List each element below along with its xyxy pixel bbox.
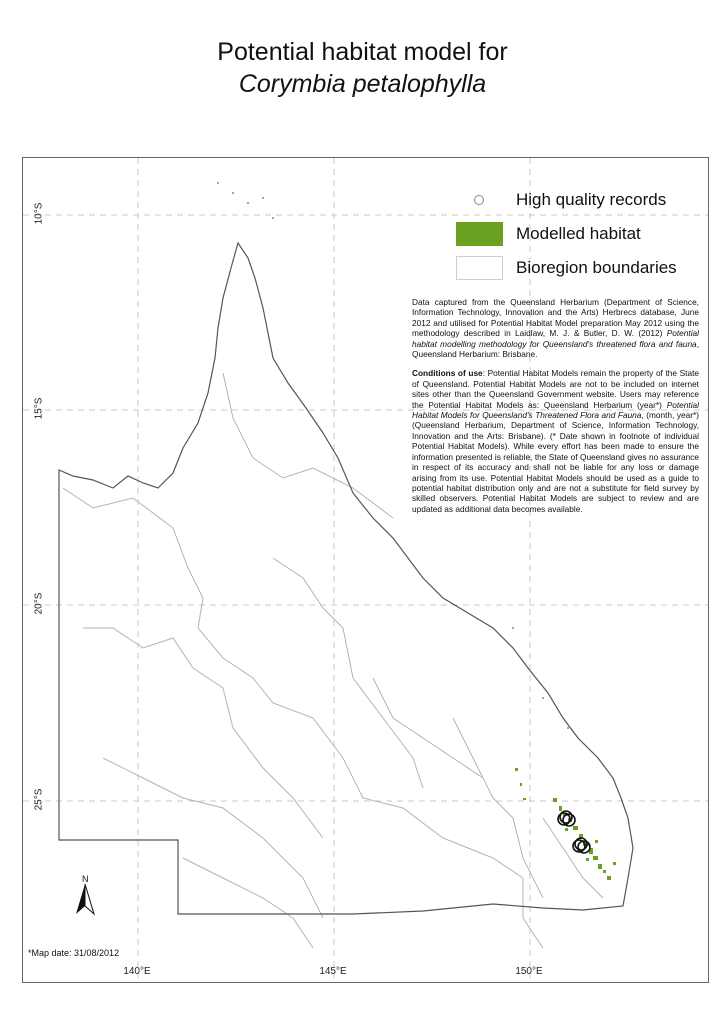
habitat-patch bbox=[598, 864, 602, 869]
record-symbol-icon bbox=[474, 195, 484, 205]
island bbox=[262, 197, 264, 199]
north-label: N bbox=[82, 874, 89, 884]
island bbox=[232, 192, 234, 194]
data-source-paragraph bbox=[412, 297, 699, 359]
island bbox=[567, 727, 569, 729]
habitat-patch bbox=[603, 870, 606, 873]
habitat-patch bbox=[520, 783, 522, 786]
legend-label-habitat: Modelled habitat bbox=[516, 224, 641, 243]
species-name: Corymbia petalophylla bbox=[238, 70, 487, 98]
conditions-text-continued: , (month, year*) (Queensland Herbarium, Department of Science, Information Technology, Innovation and the Arts: Brisbane). (* Date shown in footnote of individual Potential Habitat Models). While every effort has been made to ensure the information presented is reliable, the State of Queensland gives no assurance in respect of its accuracy and shall not be liable for any loss or damage arising from its use. Potential Habitat Models should be used as a guide to potential habitat distribution only and are not a substitute for field survey by skilled observers. Potential Habitat Models are subject to review and are updated as additional data becomes available. bbox=[412, 410, 699, 514]
habitat-patch bbox=[515, 768, 518, 771]
habitat-patch bbox=[607, 876, 611, 880]
bioregion-line bbox=[523, 878, 543, 948]
island bbox=[512, 627, 514, 629]
conditions-paragraph bbox=[412, 368, 699, 514]
legend-row-habitat bbox=[456, 222, 706, 248]
legend-row-bioregions bbox=[456, 256, 706, 282]
habitat-patch bbox=[595, 840, 598, 843]
conditions-text: : Potential Habitat Models remain the property of the State of Queensland. Potential Habitat Models are not to be included on internet sites other than the Queensland Government website. Users may reference the Potential Habitat Models as: Queensland Herbarium (year*) bbox=[412, 368, 699, 410]
habitat-patch bbox=[613, 862, 616, 865]
legend-label-bioregions: Bioregion boundaries bbox=[516, 258, 677, 277]
habitat-patch bbox=[573, 826, 578, 830]
bioregion-line bbox=[373, 678, 483, 778]
island bbox=[272, 217, 274, 219]
island bbox=[542, 697, 544, 699]
bioregion-line bbox=[223, 373, 393, 518]
high-quality-records bbox=[558, 811, 590, 853]
habitat-patch bbox=[559, 806, 562, 811]
lat-label-10s: 10°S bbox=[33, 202, 45, 225]
habitat-patch bbox=[593, 856, 598, 860]
habitat-patch bbox=[586, 858, 589, 861]
source-title: Potential habitat modelling methodology for Queensland's threatened flora and fauna bbox=[412, 328, 699, 349]
conditions-reference-title: Potential Habitat Models for Queensland's Threatened Flora and Fauna bbox=[412, 399, 699, 421]
legend-label-records: High quality records bbox=[516, 190, 667, 209]
habitat-patch bbox=[553, 798, 557, 802]
source-text: Data captured from the Queensland Herbarium (Department of Science, Information Technology, Innovation and the Arts) Herbrecs database, June 2012 and utilised for Potential Habitat Model preparation May 2012 using the methodology described in Laidlaw, M. J. & Butler, D. W. (2012) bbox=[412, 297, 699, 339]
map-title: Potential habitat model for bbox=[217, 38, 508, 66]
lat-label-25s: 25°S bbox=[33, 788, 45, 811]
habitat-swatch-icon bbox=[456, 222, 503, 246]
island bbox=[247, 202, 249, 204]
map-date: *Map date: 31/08/2012 bbox=[28, 948, 120, 958]
lon-label-145e: 145°E bbox=[319, 966, 347, 977]
source-publisher: , Queensland Herbarium: Brisbane. bbox=[412, 338, 699, 360]
lon-label-150e: 150°E bbox=[515, 966, 543, 977]
bioregion-line bbox=[63, 488, 523, 878]
habitat-patch bbox=[523, 798, 526, 800]
lat-label-20s: 20°S bbox=[33, 592, 45, 615]
legend-row-records bbox=[456, 188, 706, 214]
habitat-patch bbox=[565, 828, 568, 831]
bioregion-line bbox=[183, 858, 313, 948]
bioregion-line bbox=[83, 628, 323, 838]
disclaimer-text bbox=[412, 297, 699, 523]
lon-label-140e: 140°E bbox=[123, 966, 151, 977]
bioregion-line bbox=[103, 758, 323, 918]
lat-label-15s: 15°S bbox=[33, 397, 45, 420]
north-arrow-icon bbox=[72, 874, 98, 920]
conditions-heading: Conditions of use bbox=[412, 368, 483, 379]
bioregion-line bbox=[273, 558, 423, 788]
bioregion-swatch-icon bbox=[456, 256, 503, 280]
island bbox=[217, 182, 219, 184]
